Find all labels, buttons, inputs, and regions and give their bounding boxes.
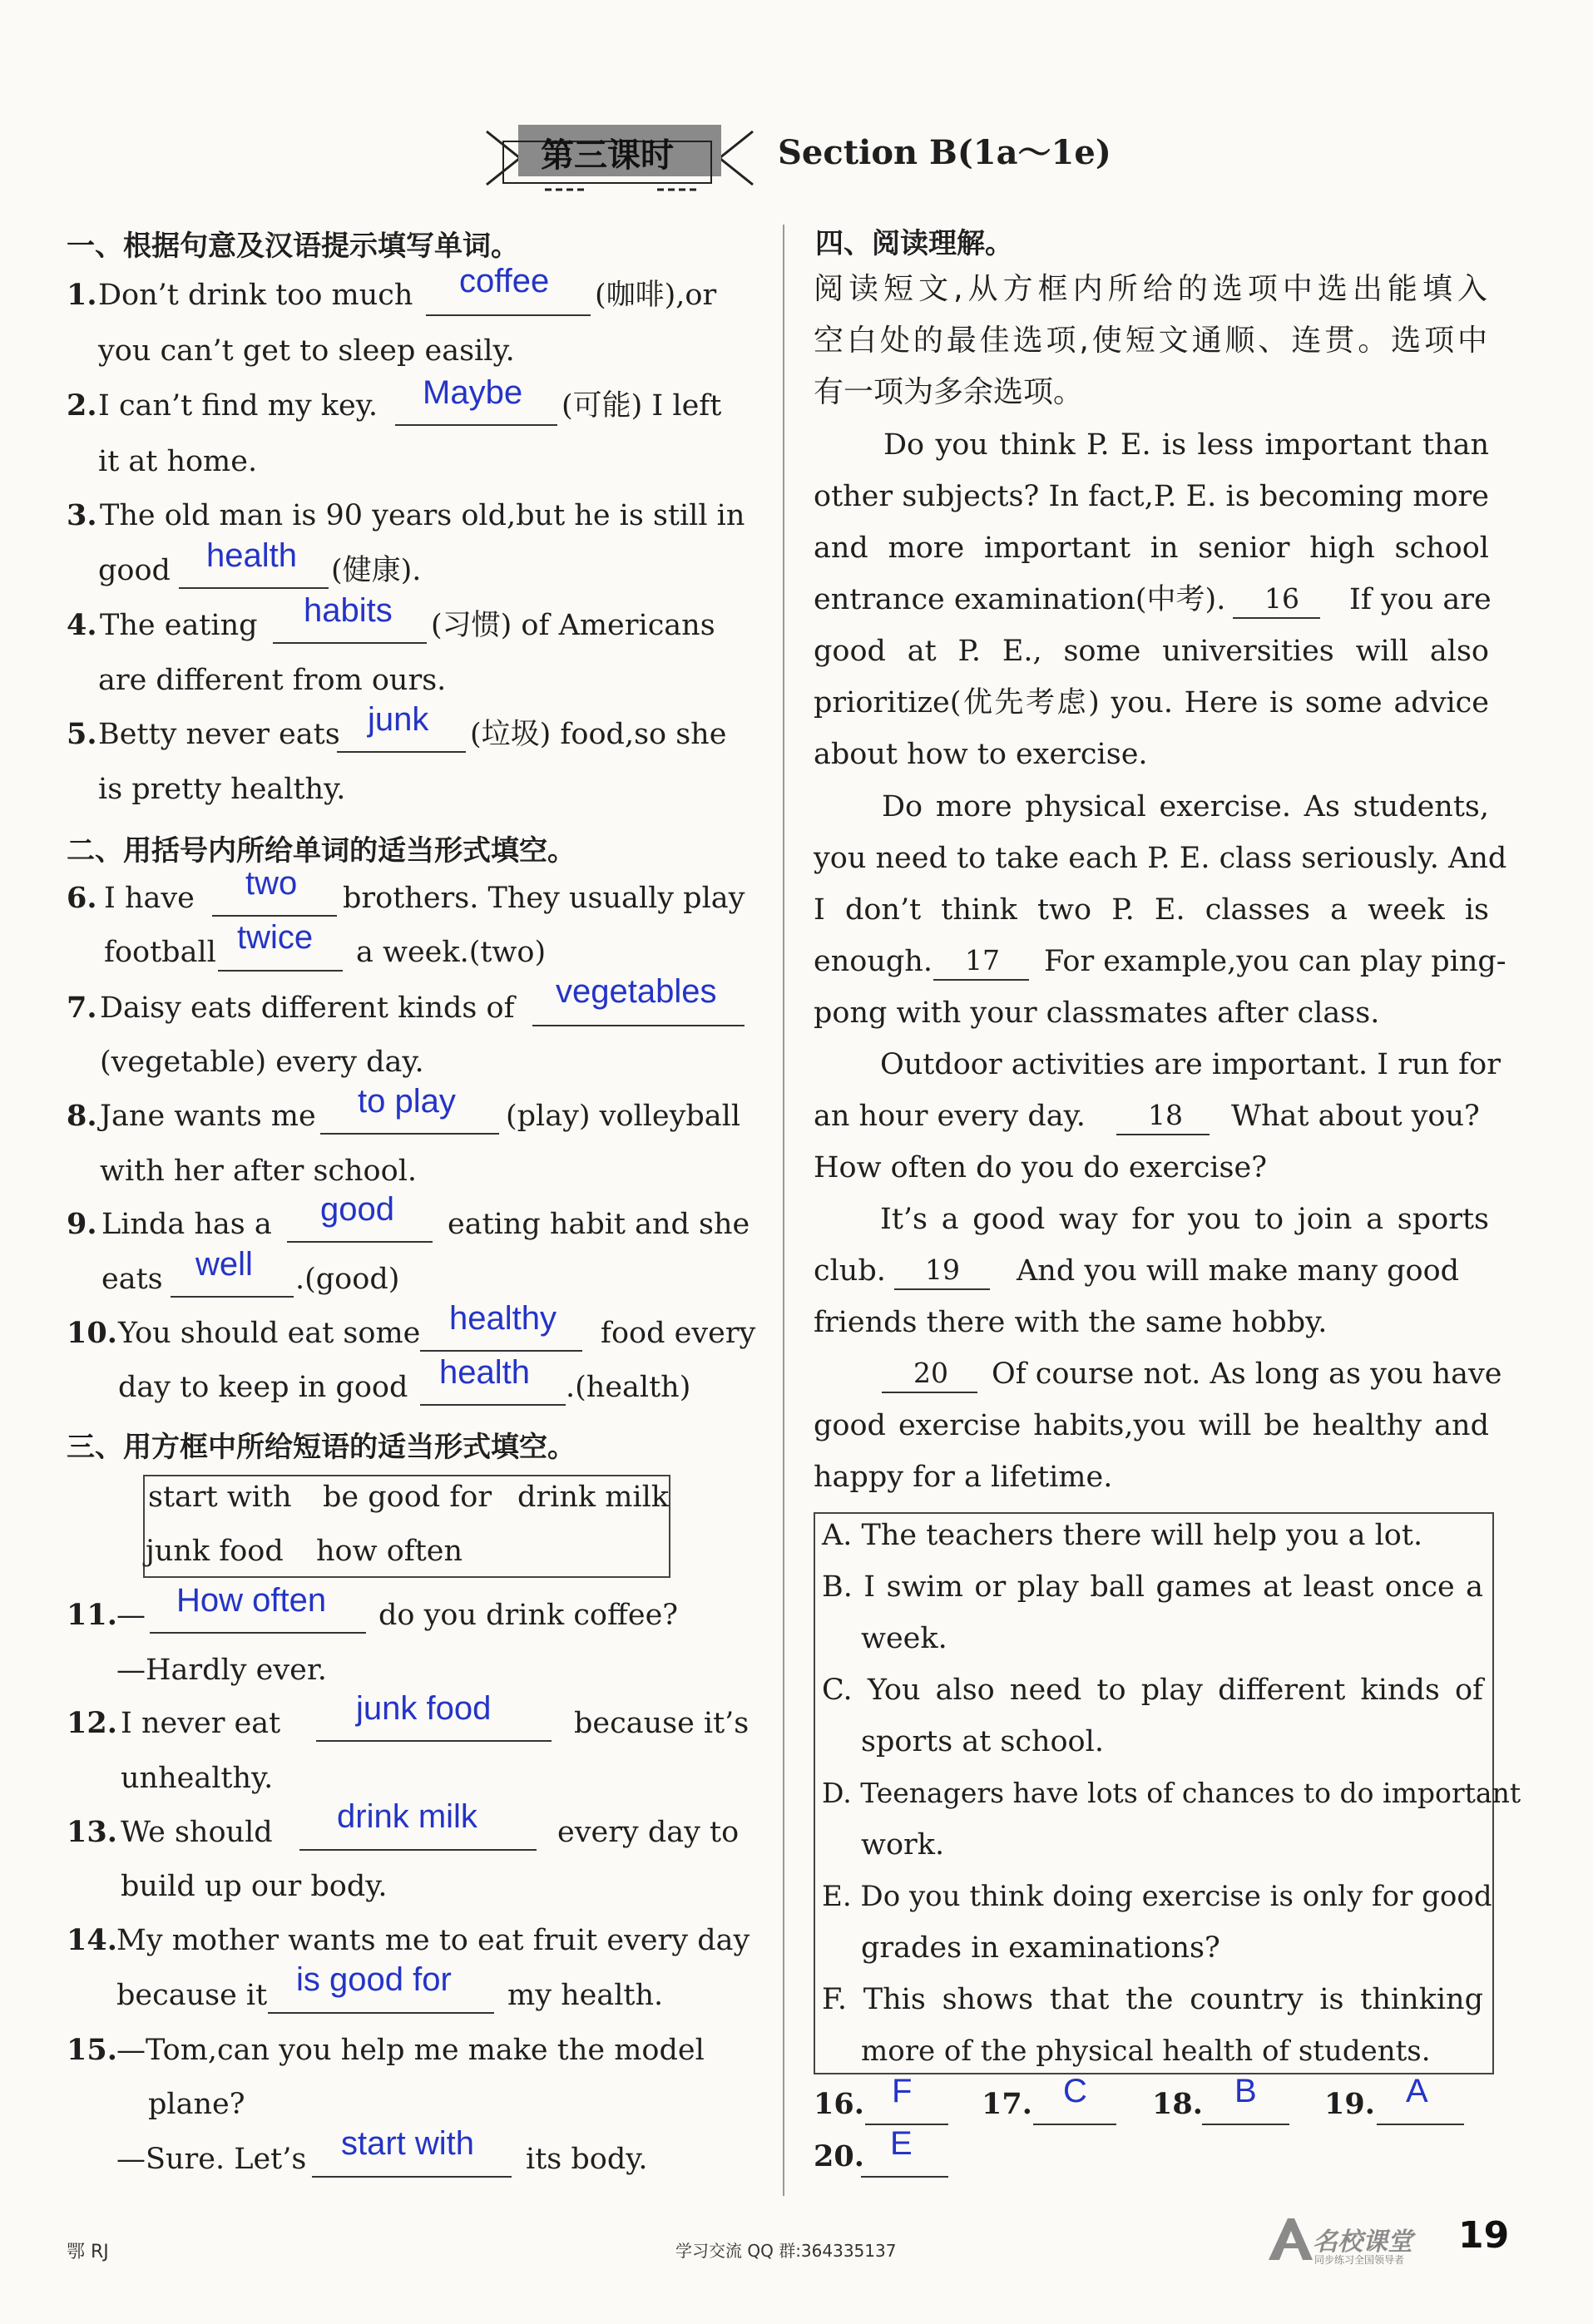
q9-text-c: eats (101, 1263, 163, 1296)
q11-blank[interactable] (150, 1632, 366, 1634)
q4-text: The eating (100, 609, 258, 642)
option-a: A. The teachers there will help you a lot. (822, 1519, 1423, 1552)
q1-number: 1. (67, 278, 97, 312)
q2-number: 2. (67, 388, 97, 423)
q15-text-c: —Sure. Let’s (116, 2143, 307, 2176)
q12-text: I never eat (121, 1707, 281, 1740)
q12-blank[interactable] (316, 1740, 552, 1742)
q4-answer: habits (304, 592, 393, 629)
q12-number: 12. (67, 1706, 117, 1740)
passage-line: entrance examination(中考). (814, 583, 1226, 616)
q8-text-c: with her after school. (100, 1155, 418, 1188)
q12-text-b: because it’s (574, 1707, 750, 1740)
q10-text-b: food every (601, 1317, 756, 1350)
phrase-drink-milk: drink milk (517, 1481, 669, 1514)
q10-blank-2[interactable] (420, 1404, 566, 1406)
answer-17: C (1063, 2073, 1087, 2109)
blank-18[interactable] (1116, 1134, 1210, 1135)
q4-number: 4. (67, 608, 97, 642)
option-f-cont: more of the physical health of students. (861, 2035, 1431, 2068)
q13-number: 13. (67, 1815, 117, 1849)
q10-number: 10. (67, 1316, 117, 1350)
q6-answer-2: twice (237, 919, 314, 956)
q3-answer: health (206, 537, 297, 574)
blank-16-label: 16 (1264, 582, 1299, 615)
q9-blank-2[interactable] (171, 1296, 294, 1298)
phrase-start-with: start with (148, 1481, 292, 1514)
q6-text-b: brothers. They usually play (343, 882, 745, 915)
q4-text-b: (习惯) of Americans (431, 609, 715, 642)
q2-text: I can’t find my key. (98, 389, 378, 423)
answer-19-number: 19. (1324, 2087, 1375, 2121)
option-d-cont: work. (861, 1828, 945, 1862)
q9-answer-2: well (195, 1246, 253, 1283)
q6-text-c: football (104, 936, 216, 969)
passage-line: friends there with the same hobby. (814, 1306, 1328, 1339)
q10-text: You should eat some (118, 1317, 421, 1350)
q3-blank[interactable] (179, 587, 329, 589)
blank-20-label: 20 (913, 1357, 948, 1389)
q11-dash: — (116, 1599, 146, 1632)
answer-18-blank[interactable] (1202, 2124, 1289, 2125)
brand-name: 名校课堂 (1313, 2228, 1412, 2257)
section-title: Section B(1a～1e) (778, 133, 1111, 172)
answer-16-number: 16. (814, 2087, 864, 2121)
q14-text-c: my health. (507, 1979, 664, 2012)
q10-text-d: .(health) (566, 1371, 691, 1404)
q8-number: 8. (67, 1099, 97, 1133)
brand-logo (1264, 2214, 1314, 2267)
q8-text-b: (play) volleyball (506, 1100, 741, 1133)
q15-blank[interactable] (312, 2176, 512, 2178)
option-f: F. This shows that the country is thinking (822, 1983, 1483, 2016)
passage-line: about how to exercise. (814, 738, 1148, 771)
q5-text-b: (垃圾) food,so she (470, 718, 727, 751)
part1-heading: 一、根据句意及汉语提示填写单词。 (67, 230, 519, 263)
q9-number: 9. (67, 1207, 97, 1241)
q2-text-c: it at home. (98, 445, 258, 478)
option-e-cont: grades in examinations? (861, 1931, 1220, 1965)
instruction-line: 阅读短文,从方框内所给的选项中选出能填入 (814, 272, 1487, 306)
answer-20-number: 20. (814, 2139, 864, 2173)
q7-blank[interactable] (532, 1025, 745, 1026)
column-divider (783, 225, 784, 2196)
passage-line: For example,you can play ping- (1044, 945, 1506, 978)
q5-text: Betty never eats (98, 718, 340, 751)
passage-line: club. (814, 1254, 886, 1288)
q8-text: Jane wants me (100, 1100, 316, 1133)
option-b: B. I swim or play ball games at least once a (822, 1570, 1483, 1604)
q8-blank[interactable] (320, 1133, 499, 1135)
q15-text-d: its body. (526, 2143, 648, 2176)
q14-text: My mother wants me to eat fruit every day (116, 1924, 750, 1957)
q14-answer: is good for (296, 1961, 452, 1998)
q4-text-c: are different from ours. (98, 664, 447, 697)
passage-line: Do more physical exercise. As students, (882, 790, 1489, 823)
answer-18: B (1234, 2073, 1257, 2109)
q11-answer: How often (176, 1582, 327, 1619)
q9-answer-1: good (320, 1191, 394, 1228)
q14-blank[interactable] (268, 2012, 494, 2014)
answer-20-blank[interactable] (861, 2176, 948, 2178)
passage-line: Of course not. As long as you have (992, 1357, 1502, 1391)
q1-answer: coffee (459, 263, 550, 299)
option-d: D. Teenagers have lots of chances to do important (822, 1777, 1521, 1809)
q6-text-d: a week.(two) (356, 936, 547, 969)
q1-blank[interactable] (426, 314, 591, 316)
q4-blank[interactable] (273, 642, 427, 644)
passage-line: happy for a lifetime. (814, 1461, 1113, 1494)
blank-20[interactable] (882, 1392, 977, 1393)
answer-17-blank[interactable] (1033, 2124, 1116, 2125)
q14-text-b: because it (116, 1979, 268, 2012)
q6-blank-2[interactable] (218, 970, 343, 972)
q3-text-b: good (98, 554, 171, 587)
footer-qq-group: 学习交流 QQ 群:364335137 (675, 2241, 897, 2261)
q10-blank-1[interactable] (420, 1350, 582, 1352)
phrase-be-good-for: be good for (323, 1481, 492, 1514)
passage-line: What about you? (1231, 1100, 1480, 1133)
q12-text-c: unhealthy. (121, 1762, 274, 1795)
q3-text: The old man is 90 years old,but he is still in (100, 499, 745, 532)
part2-heading: 二、用括号内所给单词的适当形式填空。 (67, 834, 576, 868)
q15-text: —Tom,can you help me make the model (116, 2034, 705, 2067)
passage-line: Do you think P. E. is less important than (883, 428, 1489, 462)
q11-text-c: —Hardly ever. (116, 1654, 327, 1687)
q8-answer: to play (358, 1083, 456, 1120)
q6-blank-1[interactable] (212, 915, 337, 917)
q3-number: 3. (67, 498, 97, 532)
passage-line: an hour every day. (814, 1100, 1086, 1133)
q10-text-c: day to keep in good (118, 1371, 408, 1404)
passage-line: good at P. E., some universities will also (814, 635, 1489, 668)
q9-blank-1[interactable] (287, 1241, 433, 1243)
q7-text-b: (vegetable) every day. (100, 1046, 424, 1079)
q1-text-c: you can’t get to sleep easily. (98, 334, 515, 368)
q15-text-b: plane? (148, 2088, 245, 2121)
answer-19-blank[interactable] (1377, 2124, 1464, 2125)
passage-line: pong with your classmates after class. (814, 996, 1380, 1030)
answer-20: E (890, 2125, 913, 2162)
phrase-junk-food: junk food (146, 1535, 284, 1568)
q9-text-d: .(good) (295, 1263, 400, 1296)
q15-answer: start with (341, 2125, 475, 2162)
part3-heading: 三、用方框中所给短语的适当形式填空。 (67, 1431, 576, 1464)
q13-blank[interactable] (299, 1849, 537, 1851)
q13-text: We should (121, 1816, 273, 1849)
passage-line: enough. (814, 945, 933, 978)
answer-18-number: 18. (1152, 2087, 1203, 2121)
passage-line: And you will make many good (1017, 1254, 1460, 1288)
blank-17-label: 17 (965, 944, 1000, 977)
q6-text: I have (104, 882, 195, 915)
q1-text-b: (咖啡),or (595, 279, 717, 312)
q6-answer-1: two (245, 865, 298, 902)
blank-19-label: 19 (925, 1253, 960, 1286)
q14-number: 14. (67, 1923, 117, 1957)
option-e: E. Do you think doing exercise is only for good (822, 1880, 1492, 1913)
part4-heading: 四、阅读理解。 (815, 227, 1013, 260)
q1-text: Don’t drink too much (98, 279, 413, 312)
instruction-line: 有一项为多余选项。 (814, 375, 1084, 409)
passage-line: If you are (1349, 583, 1492, 616)
q12-answer: junk food (356, 1690, 492, 1727)
phrase-how-often: how often (316, 1535, 463, 1568)
q10-answer-1: healthy (449, 1300, 557, 1337)
q2-blank[interactable] (395, 424, 557, 426)
q9-text-b: eating habit and she (448, 1208, 750, 1241)
q10-answer-2: health (439, 1354, 530, 1391)
q11-number: 11. (67, 1598, 117, 1632)
q6-number: 6. (67, 881, 97, 915)
brand-a-icon (1264, 2214, 1314, 2264)
q3-text-c: (健康). (331, 554, 422, 587)
q15-number: 15. (67, 2033, 117, 2067)
blank-16[interactable] (1233, 617, 1320, 619)
q5-blank[interactable] (337, 751, 466, 753)
q7-answer: vegetables (556, 973, 717, 1010)
answer-19: A (1406, 2073, 1428, 2109)
instruction-line: 空白处的最佳选项,使短文通顺、连贯。选项中 (814, 324, 1487, 358)
q5-number: 5. (67, 717, 97, 751)
passage-line: Outdoor activities are important. I run for (880, 1048, 1501, 1081)
passage-line: I don’t think two P. E. classes a week is (814, 893, 1489, 927)
lesson-label: 第三课时 (541, 136, 674, 175)
blank-19[interactable] (894, 1288, 990, 1290)
passage-line: It’s a good way for you to join a sports (880, 1203, 1489, 1236)
q5-answer: junk (368, 701, 429, 738)
option-c-cont: sports at school. (861, 1725, 1104, 1758)
q9-text: Linda has a (101, 1208, 272, 1241)
brand-tagline: 同步练习全国领导者 (1314, 2254, 1405, 2266)
option-c: C. You also need to play different kinds of (822, 1674, 1483, 1707)
passage-line: good exercise habits,you will be healthy and (814, 1409, 1489, 1442)
q5-text-c: is pretty healthy. (98, 773, 346, 806)
passage-line: other subjects? In fact,P. E. is becoming more (814, 480, 1489, 513)
q11-text-b: do you drink coffee? (378, 1599, 679, 1632)
q2-text-b: (可能) I left (562, 389, 722, 423)
q7-number: 7. (67, 991, 97, 1025)
blank-17[interactable] (933, 979, 1029, 981)
passage-line: you need to take each P. E. class seriously. And (814, 842, 1507, 875)
footer-edition: 鄂 RJ (67, 2242, 109, 2262)
answer-16: F (892, 2073, 913, 2109)
option-b-cont: week. (861, 1622, 947, 1655)
q13-text-c: build up our body. (121, 1870, 388, 1903)
blank-18-label: 18 (1148, 1099, 1183, 1131)
passage-line: prioritize(优先考虑) you. Here is some advice (814, 686, 1489, 719)
passage-line: and more important in senior high school (814, 532, 1489, 565)
q13-answer: drink milk (337, 1798, 477, 1835)
answer-17-number: 17. (982, 2087, 1032, 2121)
q7-text: Daisy eats different kinds of (100, 991, 515, 1025)
page-number: 19 (1458, 2214, 1510, 2257)
q13-text-b: every day to (557, 1816, 740, 1849)
q2-answer: Maybe (423, 374, 523, 411)
passage-line: How often do you do exercise? (814, 1151, 1267, 1184)
